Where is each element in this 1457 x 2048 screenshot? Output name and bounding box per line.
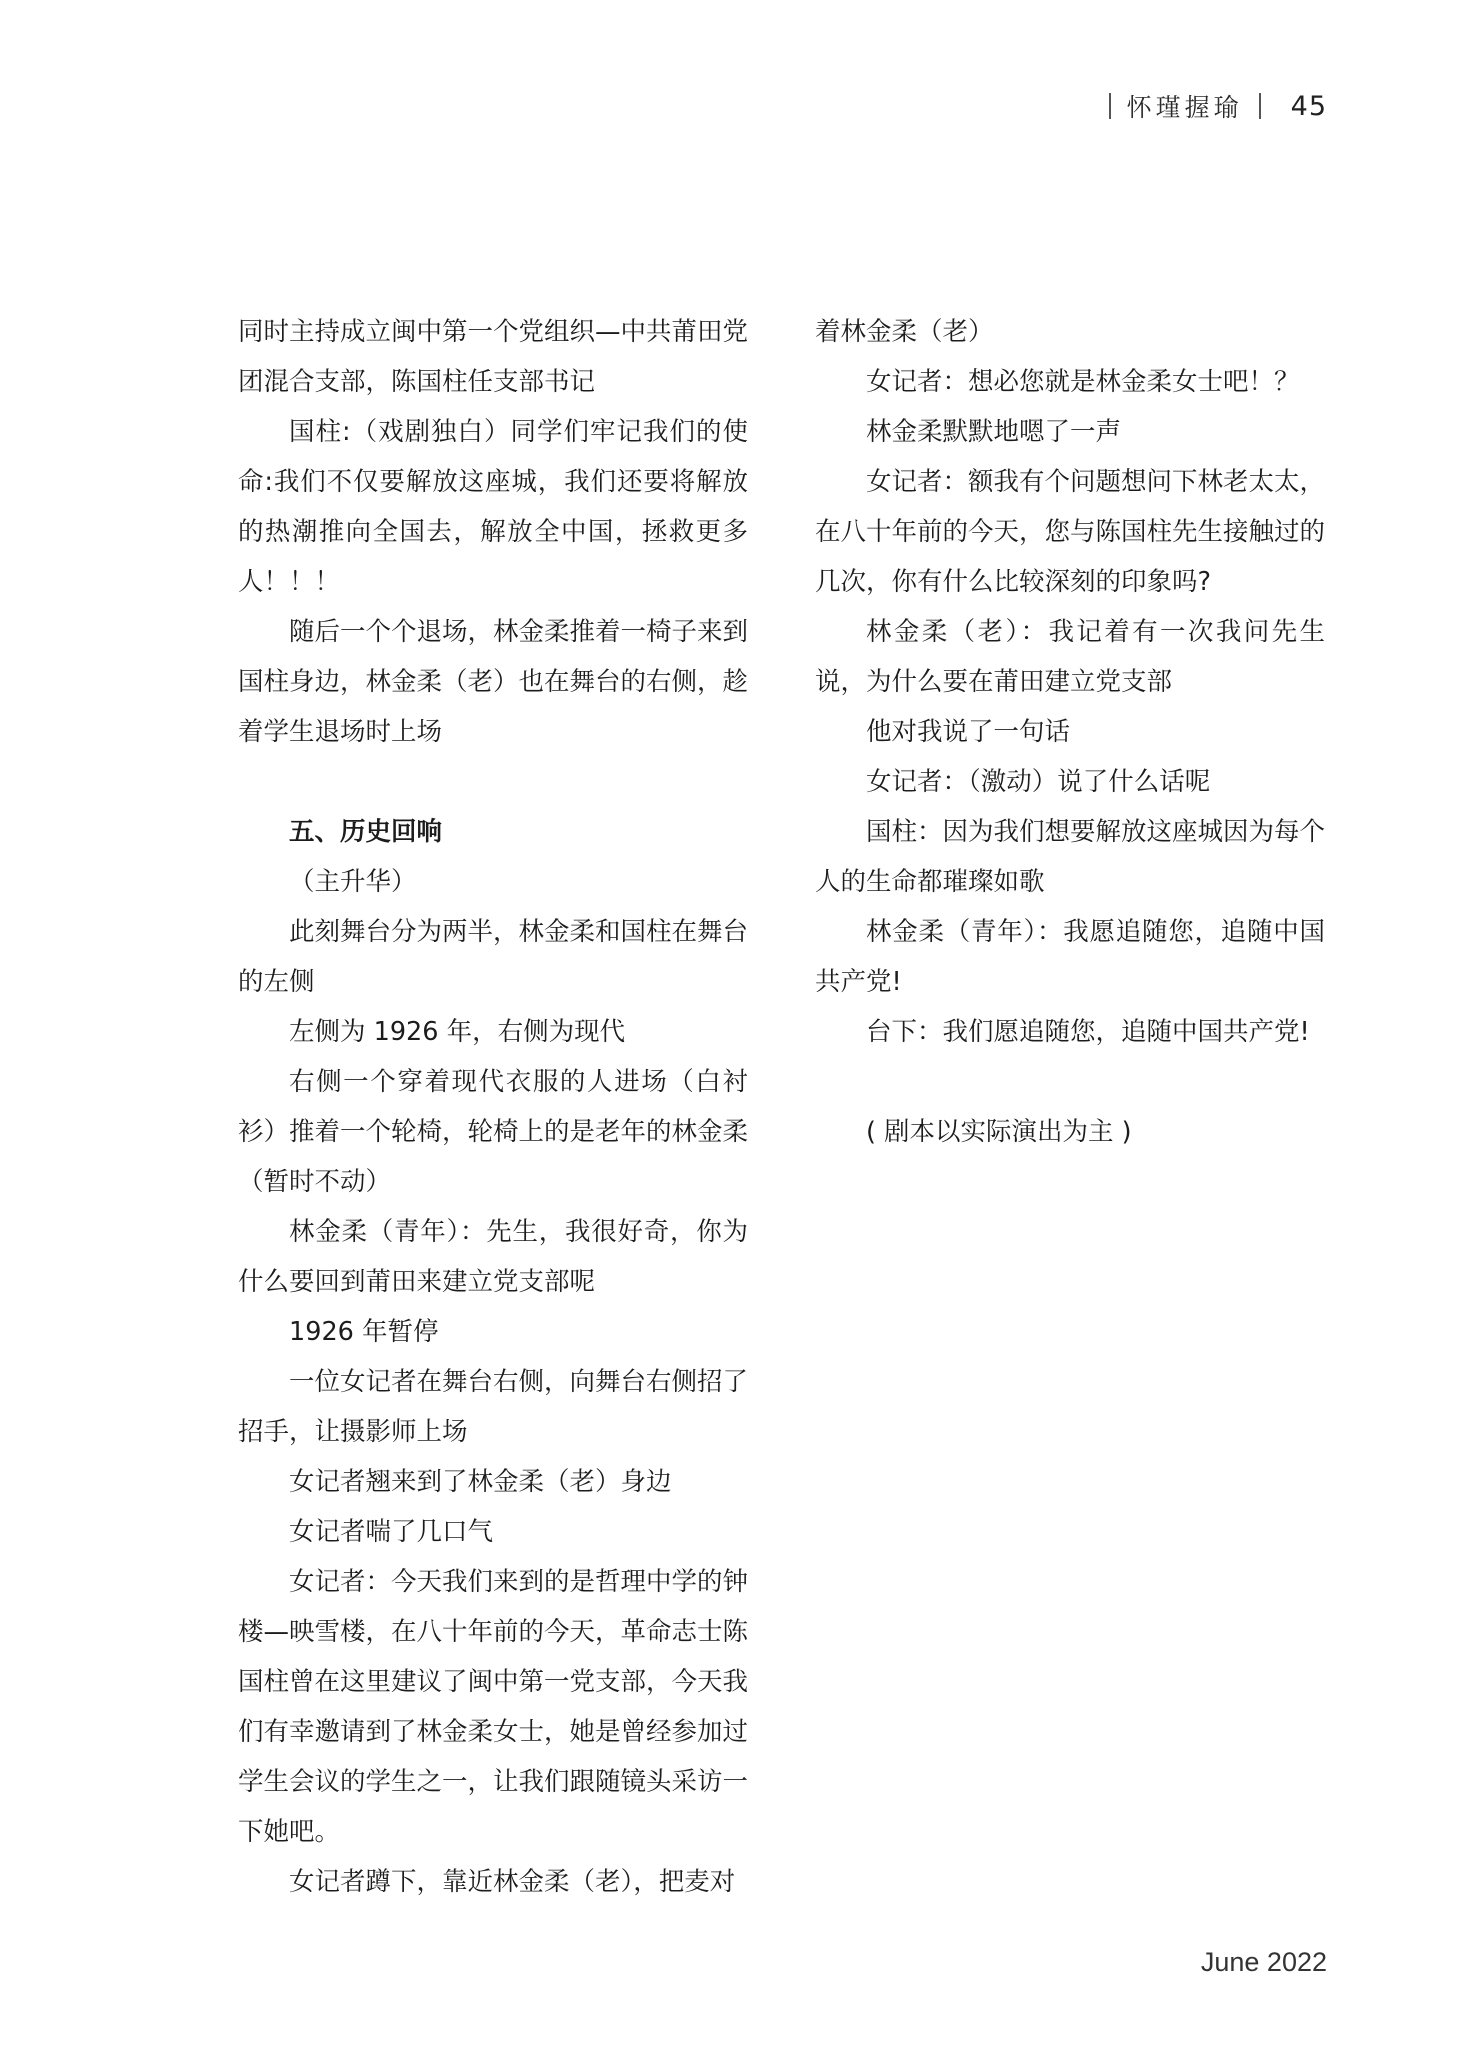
paragraph: 林金柔（青年）：先生，我很好奇，你为什么要回到莆田来建立党支部呢: [238, 1217, 748, 1297]
header-divider: [1109, 93, 1111, 119]
paragraph: 左侧为 1926 年，右侧为现代: [289, 1017, 626, 1047]
paragraph: 女记者：想必您就是林金柔女士吧！？: [866, 367, 1300, 397]
paragraph: 国柱：因为我们想要解放这座城因为每个人的生命都璀璨如歌: [815, 817, 1326, 897]
spacer: [238, 757, 748, 807]
header-divider: [1259, 93, 1261, 119]
paragraph: 台下：我们愿追随您，追随中国共产党!: [866, 1017, 1310, 1047]
paragraph: 右侧一个穿着现代衣服的人进场（白衬衫）推着一个轮椅，轮椅上的是老年的林金柔（暂时不动）: [238, 1067, 749, 1197]
paragraph: 此刻舞台分为两半，林金柔和国柱在舞台的左侧: [238, 917, 749, 997]
paragraph: 他对我说了一句话: [866, 717, 1071, 747]
paragraph: （主升华）: [289, 867, 417, 897]
paragraph: 女记者蹲下，靠近林金柔（老），把麦对: [289, 1867, 736, 1897]
paragraph: 女记者：（激动）说了什么话呢: [866, 767, 1211, 797]
closing-note: ( 剧本以实际演出为主 ): [866, 1117, 1132, 1147]
paragraph: 女记者喘了几口气: [289, 1517, 494, 1547]
right-column: [815, 307, 1325, 1157]
left-column: [238, 307, 748, 1907]
paragraph: 随后一个个退场，林金柔推着一椅子来到国柱身边，林金柔（老）也在舞台的右侧，趁着学生退场时上场: [238, 617, 749, 747]
paragraph: 同时主持成立闽中第一个党组织—中共莆田党团混合支部，陈国柱任支部书记: [238, 317, 749, 397]
page-number: 45: [1290, 90, 1327, 122]
section-heading: 五、历史回响: [289, 817, 443, 847]
section-title: 怀瑾握瑜: [1126, 93, 1243, 122]
spacer: [815, 1057, 1325, 1107]
paragraph: 林金柔默默地嗯了一声: [866, 417, 1122, 447]
paragraph: 着林金柔（老）: [815, 317, 994, 347]
paragraph: 女记者：额我有个问题想问下林老太太，在八十年前的今天，您与陈国柱先生接触过的几次，你有什么比较深刻的印象吗?: [815, 467, 1326, 597]
footer-date: June 2022: [1200, 1947, 1327, 1977]
running-header: [1109, 88, 1327, 124]
paragraph: 女记者翘来到了林金柔（老）身边: [289, 1467, 672, 1497]
paragraph: 国柱:（戏剧独白）同学们牢记我们的使命:我们不仅要解放这座城，我们还要将解放的热潮推向全国去，解放全中国，拯救更多人！！！: [238, 417, 748, 597]
paragraph: 1926 年暂停: [289, 1317, 439, 1347]
paragraph: 一位女记者在舞台右侧，向舞台右侧招了招手，让摄影师上场: [238, 1367, 749, 1447]
paragraph: 女记者：今天我们来到的是哲理中学的钟楼—映雪楼，在八十年前的今天，革命志士陈国柱曾在这里建议了闽中第一党支部，今天我们有幸邀请到了林金柔女士，她是曾经参加过学生会议的学生之一，让我们跟随镜头采访一下她吧。: [238, 1567, 749, 1847]
paragraph: 林金柔（老）：我记着有一次我问先生说，为什么要在莆田建立党支部: [815, 617, 1325, 697]
paragraph: 林金柔（青年）：我愿追随您，追随中国共产党!: [815, 917, 1325, 997]
